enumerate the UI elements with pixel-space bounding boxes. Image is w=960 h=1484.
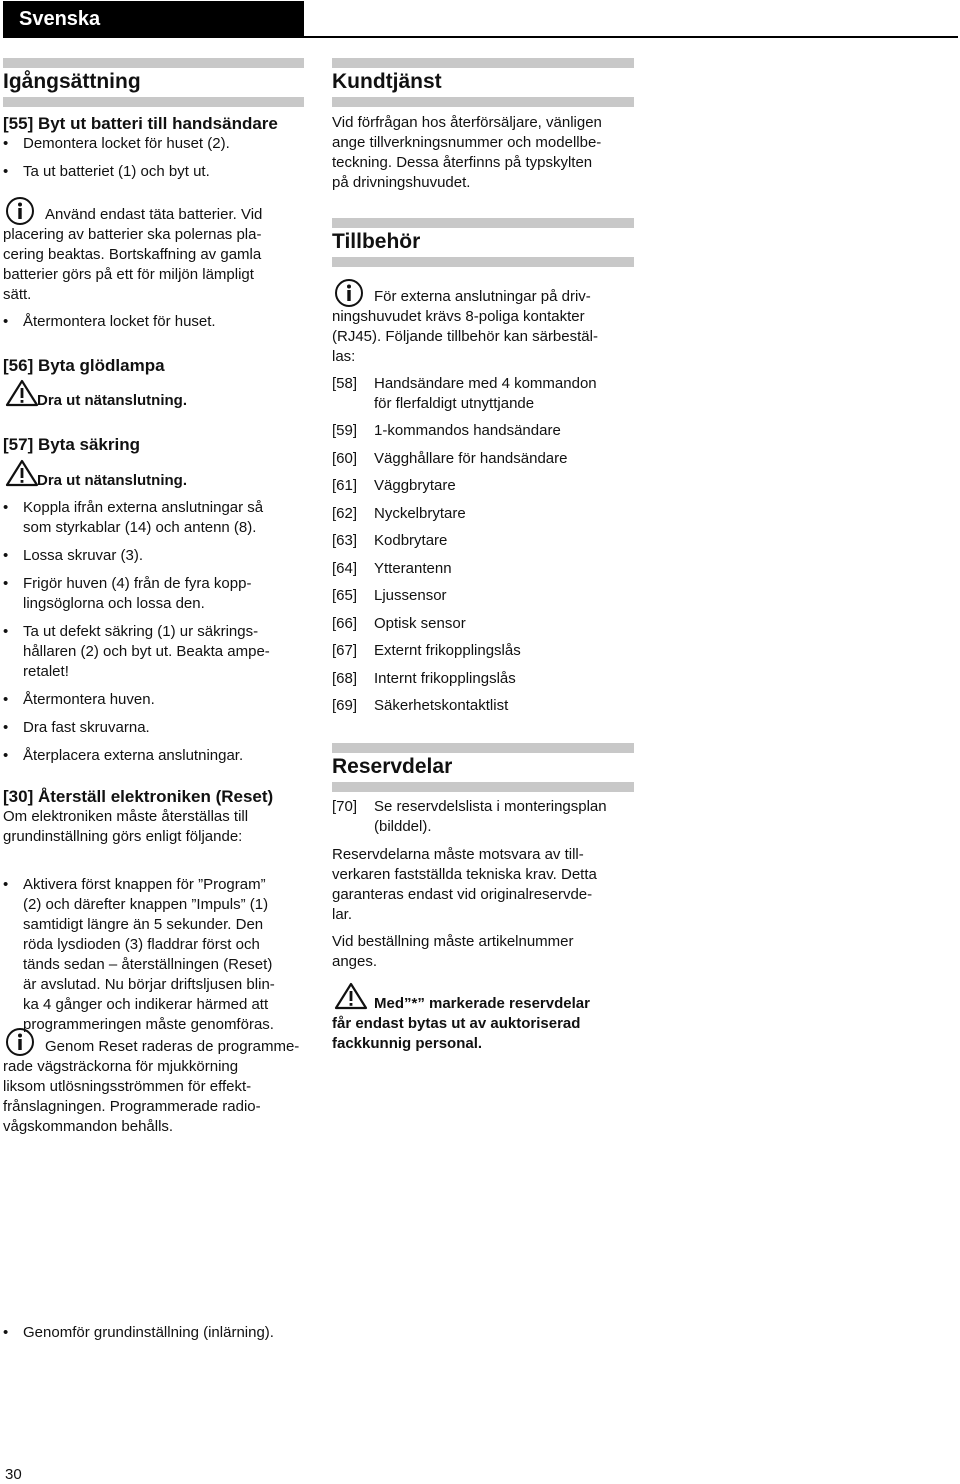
note-tillbehor: För externa anslutningar på driv- ningshuvudet krävs 8-poliga kontakter (RJ45). Följande tillbehör kan särbestäl- las: [332, 288, 598, 365]
list-item: [64] Ytterantenn [332, 559, 452, 577]
section-title-reservdelar: Reservdelar [332, 755, 453, 778]
list-item: [65] Ljussensor [332, 587, 447, 604]
language-label: Svenska [19, 8, 101, 30]
warning-text: Dra ut nätanslutning. [37, 472, 187, 489]
list-item: • Ta ut batteriet (1) och byt ut. [3, 162, 304, 182]
list-item: [68] Internt frikopplingslås [332, 669, 516, 687]
list-item: • Återmontera huven. [3, 690, 304, 710]
section-rule [332, 218, 634, 228]
reservdelar-paragraph: Vid beställning måste artikelnummer anges. [332, 933, 574, 970]
right-column [332, 0, 634, 1052]
warning-text: Med”*” markerade reservdelar får endast bytas ut av auktoriserad fackkunnig personal. [332, 995, 590, 1052]
list-item: [59] 1-kommandos handsändare [332, 422, 561, 439]
reset-intro: Om elektroniken måste återställas till grundinställning görs enligt följande: [3, 808, 249, 845]
list-item: [60] Vägghållare för handsändare [332, 449, 568, 467]
list-item: • Koppla ifrån externa anslutningar så som styrkablar (14) och antenn (8). [3, 498, 304, 538]
bullet-list-57 [3, 498, 304, 766]
section-rule [332, 58, 634, 68]
section-title-kundtjanst: Kundtjänst [332, 70, 442, 93]
list-item: [63] Kodbrytare [332, 532, 448, 549]
list-item: • Återplacera externa anslutningar. [3, 746, 304, 766]
section-title-tillbehor: Tillbehör [332, 230, 421, 253]
list-item: [58] Handsändare med 4 kommandon för flerfaldigt utnyttjande [332, 375, 597, 412]
heading-56: [56] Byta glödlampa [3, 356, 165, 375]
accessory-list [332, 374, 634, 716]
heading-30: [30] Återställ elektroniken (Reset) [3, 787, 274, 806]
reservdelar-paragraph: Reservdelarna måste motsvara av till- verkaren fastställda tekniska krav. Detta garanteras endast vid originalreservde- lar. [332, 846, 597, 923]
list-item: • Genomför grundinställning (inlärning). [3, 1323, 304, 1343]
section-rule [332, 257, 634, 267]
list-item: • Demontera locket för huset (2). [3, 134, 304, 162]
section-rule [332, 743, 634, 753]
section-rule [332, 782, 634, 792]
note-reset: Genom Reset raderas de programme- rade vägsträckorna för mjukkörning liksom utlösningsströmmen för effekt- frånslagningen. Programmerade radio- vågskommandon behålls. [3, 1038, 300, 1135]
list-item: • Aktivera först knappen för ”Program” (2) och därefter knappen ”Impuls” (1) samtidigt längre än 5 sekunder. Den röda lysdioden (3) fladdrar först och tänds sedan – återställningen (Reset) är avslutad. Nu börjar driftsljusen blin- ka 4 gånger och indikerar härmed att programmeringen måste genomföras. [3, 875, 304, 1035]
list-item: [62] Nyckelbrytare [332, 504, 466, 522]
section-rule [332, 97, 634, 107]
list-item: [66] Optisk sensor [332, 614, 466, 632]
list-item: • Återmontera locket för huset. [3, 312, 304, 332]
section-rule [3, 97, 304, 107]
list-item: • Lossa skruvar (3). [3, 546, 304, 566]
list-item: • Ta ut defekt säkring (1) ur säkrings- hållaren (2) och byt ut. Beakta ampe- retalet! [3, 622, 304, 682]
left-column [3, 0, 304, 1341]
kundtjanst-body: Vid förfrågan hos återförsäljare, vänligen ange tillverkningsnummer och modellbe- teckning. Dessa återfinns på typskylten på drivningshuvudet. [332, 114, 602, 191]
section-rule [3, 58, 304, 68]
list-item: [69] Säkerhetskontaktlist [332, 697, 509, 714]
warning-text: Dra ut nätanslutning. [37, 392, 187, 409]
heading-55: [55] Byt ut batteri till handsändare [3, 114, 278, 133]
section-title-igangsattning: Igångsättning [3, 70, 141, 93]
bullet-list-55 [3, 134, 304, 182]
list-item: • Dra fast skruvarna. [3, 718, 304, 738]
list-item: [67] Externt frikopplingslås [332, 642, 521, 659]
page-number: 30 [5, 1466, 22, 1483]
list-item: [70] Se reservdelslista i monteringsplan (bilddel). [332, 798, 607, 835]
note-batteries: Använd endast täta batterier. Vid placering av batterier ska polernas pla- cering beaktas. Bortskaffning av gamla batterier görs på ett för miljön lämpligt sätt. [3, 206, 263, 303]
list-item: [61] Väggbrytare [332, 477, 456, 494]
heading-57: [57] Byta säkring [3, 435, 140, 454]
list-item: • Frigör huven (4) från de fyra kopp- lingsöglorna och lossa den. [3, 574, 304, 614]
